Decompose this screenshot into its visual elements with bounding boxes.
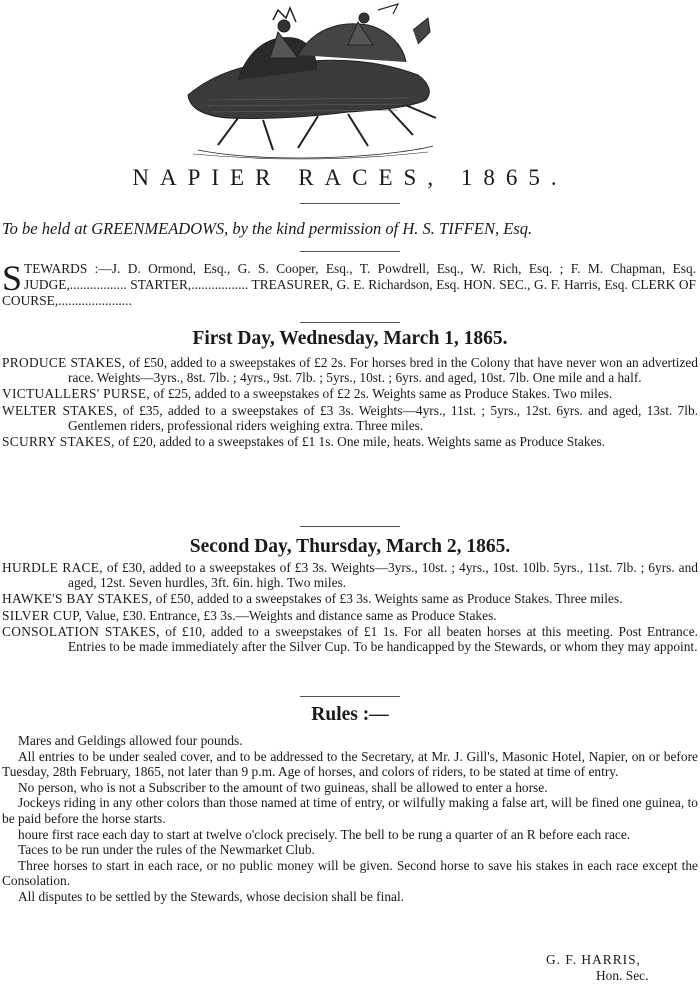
horse-race-engraving: [178, 0, 438, 160]
race-name: HAWKE'S BAY STAKES,: [2, 591, 153, 607]
race-name: SILVER CUP,: [2, 607, 83, 623]
signatory-name: G. F. HARRIS,: [546, 952, 641, 967]
day-one-heading: First Day, Wednesday, March 1, 1865.: [192, 328, 508, 349]
rule-item: Mares and Geldings allowed four pounds.: [18, 733, 243, 748]
race-details: of £50, added to a sweepstakes of £3 3s. Weights same as Produce Stakes. Three miles.: [155, 591, 623, 607]
race-details: of £35, added to a sweepstakes of £3 3s. Weights—4yrs., 11st. ; 5yrs., 12st. 6yrs. and aged, 13st. 7lb. Gentlemen riders, professional riders weighing extra. Three miles.: [68, 402, 699, 433]
race-details: of £30, added to a sweepstakes of £3 3s. Weights—3yrs., 10st. ; 4yrs., 10st. 10lb. 5yrs., 11st. 7lb. ; 6yrs. and aged, 12st. Seven hurdles, 3ft. 6in. high. Two miles.: [68, 560, 699, 591]
race-entry: [2, 624, 698, 654]
rules-heading: Rules :—: [311, 704, 389, 725]
divider: [300, 251, 400, 252]
page-title: NAPIER RACES, 1865.: [132, 165, 568, 190]
race-name: VICTUALLERS' PURSE,: [2, 386, 150, 402]
signatory-title: Hon. Sec.: [596, 968, 649, 983]
race-entry: [2, 434, 698, 449]
race-details: of £50, added to a sweepstakes of £2 2s. For horses bred in the Colony that have never won an advertized race. Weights—3yrs., 8st. 7lb. ; 4yrs., 9st. 7lb. ; 5yrs., 10st. ; 6yrs. and aged, 10st. 7lb. One mile and a half.: [68, 355, 699, 386]
race-entry: [2, 591, 698, 606]
race-details: Value, £30. Entrance, £3 3s.—Weights and distance same as Produce Stakes.: [85, 607, 497, 623]
race-entry: [2, 403, 698, 433]
rule-item: Jockeys riding in any other colors than those named at time of entry, or wilfully making a false art, will be fined one guinea, to be paid before the horse starts.: [2, 795, 698, 826]
divider: [300, 322, 400, 323]
race-name: SCURRY STAKES,: [2, 434, 115, 450]
day-one-races: [2, 355, 698, 450]
venue-subtitle: To be held at GREENMEADOWS, by the kind permission of H. S. TIFFEN, Esq.: [2, 219, 533, 238]
rule-item: houre first race each day to start at twelve o'clock precisely. The bell to be rung a quarter of an R before each race.: [18, 826, 631, 842]
race-entry: [2, 608, 698, 623]
race-details: of £10, added to a sweepstakes of £1 1s. For all beaten horses at this meeting. Post Entrance. Entries to be made immediately after the Silver Cup. To be handicapped by the Stewards, or whom they may appoint.: [68, 623, 698, 655]
rule-item: Three horses to start in each race, or no public money will be given. Second horse to save his stakes in each race except the Consolation.: [2, 857, 698, 889]
race-name: WELTER STAKES,: [2, 402, 118, 418]
race-entry: [2, 386, 698, 401]
race-entry: [2, 355, 698, 385]
drop-cap: S: [2, 258, 23, 298]
day-two-races: [2, 560, 698, 655]
signature-block: [546, 952, 696, 984]
rule-item: Taces to be run under the rules of the Newmarket Club.: [18, 842, 315, 858]
race-details: of £25, added to a sweepstakes of £2 2s. Weights same as Produce Stakes. Two miles.: [153, 386, 613, 402]
race-name: HURDLE RACE,: [2, 560, 103, 575]
race-entry: [2, 560, 698, 590]
rules-list: [2, 733, 698, 905]
divider: [300, 203, 400, 204]
rule-item: All entries to be under sealed cover, and to be addressed to the Secretary, at Mr. J. Gill's, Masonic Hotel, Napier, on or before Tuesday, 28th February, 1865, not later than 9 p.m. Age of horses, and colors of riders, to be stated at time of entry.: [2, 748, 698, 780]
officials-text: TEWARDS :—J. D. Ormond, Esq., G. S. Cooper, Esq., T. Powdrell, Esq., W. Rich, Esq. ; F. M. Chapman, Esq. JUDGE,................. STARTER,................. TREASURER, G. E. Richardson, Esq. HON. SEC., G. F. Harris, Esq. CLERK OF COURSE,......................: [2, 261, 696, 308]
officials-paragraph: [2, 258, 696, 309]
race-name: CONSOLATION STAKES,: [2, 623, 160, 639]
rule-item: No person, who is not a Subscriber to the amount of two guineas, shall be allowed to enter a horse.: [18, 779, 548, 795]
race-details: of £20, added to a sweepstakes of £1 1s. One mile, heats. Weights same as Produce Stakes.: [118, 434, 606, 450]
rule-item: All disputes to be settled by the Stewards, whose decision shall be final.: [18, 888, 405, 904]
race-name: PRODUCE STAKES,: [2, 355, 126, 370]
day-two-heading: Second Day, Thursday, March 2, 1865.: [189, 536, 511, 557]
divider: [300, 696, 400, 697]
divider: [300, 526, 400, 527]
